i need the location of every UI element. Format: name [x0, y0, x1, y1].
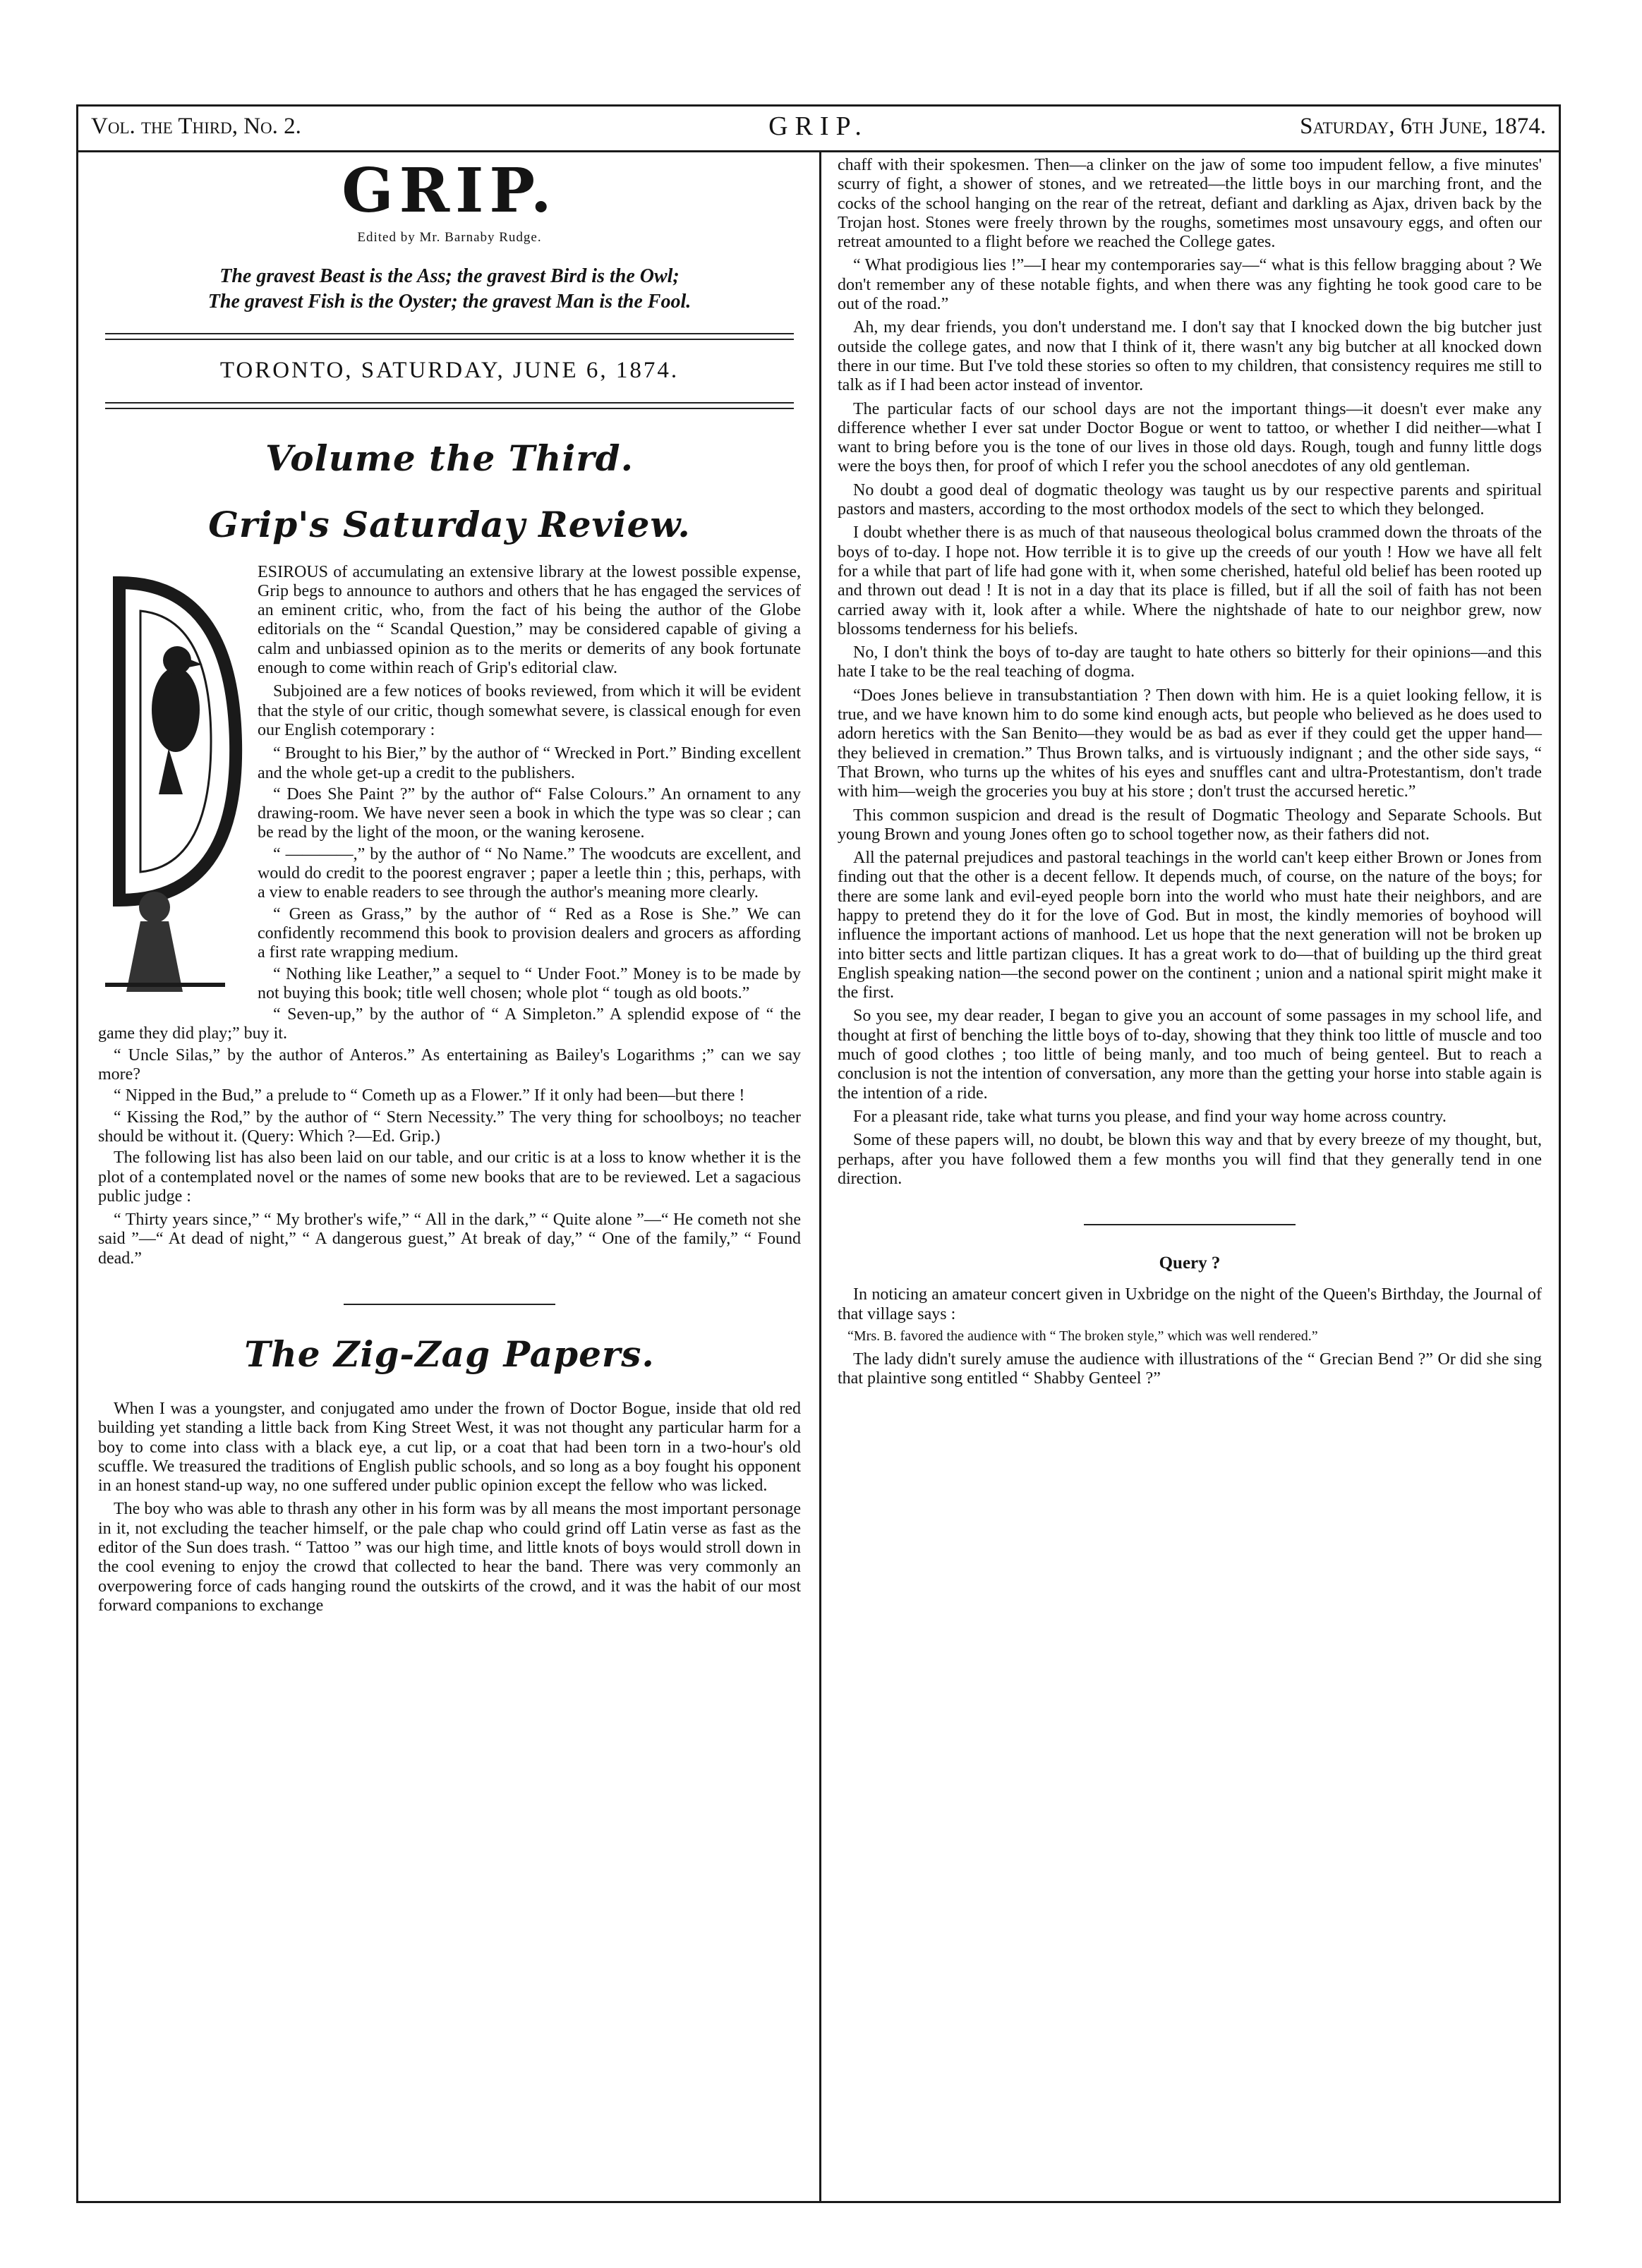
- notice-item: “ ————,” by the author of “ No Name.” The woodcuts are excellent, and would do credit to the poorest engraver ; paper a leetle thin ; this, perhaps, with a view to enable readers to see through the author's meaning more clearly.: [258, 844, 801, 902]
- section-rule: [1084, 1224, 1296, 1225]
- zigzag-heading: The Zig-Zag Papers.: [244, 1333, 655, 1375]
- column-divider: [819, 150, 821, 2201]
- masthead-motto: [98, 264, 801, 315]
- volume-number: Vol. the Third, No. 2.: [91, 114, 301, 139]
- header-title: GRIP.: [768, 111, 869, 141]
- zigzag-paragraph: Some of these papers will, no doubt, be blown this way and that by every breeze of my thought, but, perhaps, after you have followed them a few months you will find that they generally tend in one direction.: [838, 1131, 1542, 1188]
- query-quote: “Mrs. B. favored the audience with “ The broken style,” which was well rendered.”: [847, 1328, 1318, 1345]
- double-rule: [105, 333, 794, 340]
- drop-cap-illustration: [98, 569, 246, 1006]
- zigzag-paragraph: The boy who was able to thrash any other in his form was by all means the most important personage in it, not excluding the teacher himself, or the pale chap who could grind off Latin verse as fast as the editor of the Sun does trash. “ Tattoo ” was our high time, and little knots of boys would stroll down in the cool evening to enjoy the crowd that collected to hear the band. There was very commonly an overpowering force of cads hanging round the outskirts of the crowd, and it was the habit of our most forward companions to exchange: [98, 1500, 801, 1615]
- zigzag-paragraph: chaff with their spokesmen. Then—a clinker on the jaw of some too impudent fellow, a five minutes' scurry of fight, a shower of stones, and we retreated—the little boys in our marching front, and the cocks of the school hanging on the rear of the retreat, defiant and darkling as Ajax, driven back by the Trojan host. Stones were freely thrown by the roughs, sometimes most unsavoury eggs, and often our retreat amounted to a flight before we reached the College gates.: [838, 156, 1542, 252]
- notice-item: “ Kissing the Rod,” by the author of “ Stern Necessity.” The very thing for schoolboys; no teacher should be without it. (Query: Which ?—Ed. Grip.): [98, 1108, 801, 1146]
- dateline: TORONTO, SATURDAY, JUNE 6, 1874.: [219, 358, 680, 384]
- masthead-title: GRIP.: [342, 155, 557, 226]
- zigzag-paragraph: “ What prodigious lies !”—I hear my contemporaries say—“ what is this fellow bragging about ? We don't remember any of these notable fights, and when there was any fighting he took good care to be out of the road.”: [838, 256, 1542, 314]
- page-header: [78, 107, 1559, 152]
- double-rule: [105, 402, 794, 409]
- notice-item: “ Brought to his Bier,” by the author of “ Wrecked in Port.” Binding excellent and the whole get-up a credit to the publishers.: [258, 744, 801, 782]
- query-closing: The lady didn't surely amuse the audience with illustrations of the “ Grecian Bend ?” Or did she sing that plaintive song entitled “ Shabby Genteel ?”: [838, 1350, 1542, 1388]
- left-column: [84, 150, 811, 1620]
- review-subjoined: Subjoined are a few notices of books reviewed, from which it will be evident that the style of our critic, though somewhat severe, is classical enough for even our English cotemporary :: [258, 682, 801, 739]
- issue-date: Saturday, 6th June, 1874.: [1300, 114, 1546, 139]
- right-column: [828, 150, 1555, 1393]
- zigzag-paragraph: “Does Jones believe in transubstantiation ? Then down with him. He is a quiet looking fellow, it is true, and we have known him to do some kind enough acts, but people who believed as he does used to adorn heretics with the San Benito—they would be as bad as ever if they could get the upper hand—they believed in cremation.” Thus Brown talks, and is virtuously indignant ; and the other side says, “ That Brown, who turns up the whites of his eyes and snuffles cant and ultra-Protestantism, don't trade with him—weigh the groceries you buy at his store ; don't trust the accursed heretic.”: [838, 686, 1542, 801]
- zigzag-paragraph: I doubt whether there is as much of that nauseous theological bolus crammed down the throats of the boys of to-day. I hope not. How terrible it is to give up the creeds of our youth ! How we have all felt for a while that part of life had gone with it, when some cherished, hateful old belief has been rooted up and thrown out dead ! It is not in a day that its place is filled, but if all the soil of faith has not been carried away with it, look after a while. Where the nightshade of hate to our neighbor grew, now blossoms tenderness for his beliefs.: [838, 523, 1542, 638]
- notice-item: “ Nothing like Leather,” a sequel to “ Under Foot.” Money is to be made by not buying this book; title well chosen; whole plot “ tough as old boots.”: [258, 964, 801, 1002]
- zigzag-paragraph: When I was a youngster, and conjugated amo under the frown of Doctor Bogue, inside that old red building yet standing a little back from King Street West, it was not thought any particular harm for a boy to come into class with a black eye, a cut lip, or a coat that had been torn in a two-hour's old scuffle. We treasured the traditions of English public schools, and so long as a boy fought his opponent in an honest stand-up way, no one suffered under public opinion except the fellow who was licked.: [98, 1399, 801, 1496]
- masthead-editor: Edited by Mr. Barnaby Rudge.: [357, 230, 542, 245]
- zigzag-paragraph: No, I don't think the boys of to-day are taught to hate others so bitterly for their opinions—and this hate I take to be the real teaching of dogma.: [838, 643, 1542, 681]
- newspaper-page: [76, 104, 1561, 2203]
- section-rule: [344, 1304, 555, 1305]
- query-intro: In noticing an amateur concert given in Uxbridge on the night of the Queen's Birthday, the Journal of that village says :: [838, 1285, 1542, 1323]
- query-heading: Query ?: [1159, 1254, 1221, 1273]
- notice-item: “ Uncle Silas,” by the author of Anteros.” As entertaining as Bailey's Logarithms ;” can we say more?: [98, 1045, 801, 1084]
- review-intro: ESIROUS of accumulating an extensive library at the lowest possible expense, Grip begs to announce to authors and others that he has engaged the services of an eminent critic, who, from the fact of his being the author of the Globe editorials on the “ Scandal Question,” may be considered capable of giving a calm and unbiassed opinion as to the merits or demerits of any book fortunate enough to come within reach of Grip's editorial claw.: [258, 562, 801, 678]
- zigzag-paragraph: No doubt a good deal of dogmatic theology was taught us by our respective parents and spiritual pastors and masters, according to the most orthodox models of the sect to which they belonged.: [838, 480, 1542, 519]
- zigzag-paragraph: For a pleasant ride, take what turns you please, and find your way home across country.: [853, 1107, 1447, 1126]
- volume-heading: Volume the Third.: [265, 437, 634, 479]
- zigzag-paragraph: All the paternal prejudices and pastoral teachings in the world can't keep either Brown or Jones from finding out that the other is a decent fellow. It depends much, of course, on the nature of the boys; for there are some lank and evil-eyed people born into the world who must hate their neighbors, and are happy to pretend they do it for the love of God. But in most, the kindly memories of boyhood will influence the important actions of manhood. Let us hope that the next generation will not be broken up into bitter sects and little partizan cliques. It has a great work to do—that of building up the third great English speaking nation—the second power on the continent ; union and a national spirit might make it the first.: [838, 849, 1542, 1002]
- zigzag-paragraph: The particular facts of our school days are not the important things—it doesn't ever make any difference whether I ever sat under Doctor Bogue or went to tattoo, or whether I did neither—what I want to bring before you is the tone of our lives in those old days. Rough, tough and funny little dogs were the boys then, for proof of which I refer you the school anecdotes of any old gentleman.: [838, 399, 1542, 476]
- motto-line-2: The gravest Fish is the Oyster; the gravest Man is the Fool.: [207, 291, 692, 313]
- notice-item: “ Green as Grass,” by the author of “ Red as a Rose is She.” We can confidently recommend this book to provision dealers and grocers as affording a first rate wrapping medium.: [258, 904, 801, 962]
- motto-line-1: The gravest Beast is the Ass; the gravest Bird is the Owl;: [219, 265, 680, 288]
- zigzag-paragraph: This common suspicion and dread is the result of Dogmatic Theology and Separate Schools. But young Brown and young Jones often go to school together now, as their fathers did not.: [838, 806, 1542, 844]
- notice-item: “ Seven-up,” by the author of “ A Simpleton.” A splendid expose of “ the game they did play;” buy it.: [98, 1005, 801, 1043]
- notice-item: “ Nipped in the Bud,” a prelude to “ Cometh up as a Flower.” If it only had been—but there !: [114, 1086, 745, 1105]
- review-following: The following list has also been laid on our table, and our critic is at a loss to know whether it is the plot of a contemplated novel or the names of some new books that are to be reviewed. Let a sagacious public judge :: [98, 1148, 801, 1206]
- review-titles: “ Thirty years since,” “ My brother's wife,” “ All in the dark,” “ Quite alone ”—“ He cometh not she said ”—“ At dead of night,” “ A dangerous guest,” At break of day,” “ One of the family,” “ Found dead.”: [98, 1211, 801, 1268]
- zigzag-paragraph: Ah, my dear friends, you don't understand me. I don't say that I knocked down the big butcher just outside the college gates, and now that I think of it, there wasn't any big butcher at all knocked down there in our time. But I've told these stories so often to my children, that consistency requires me still to talk as if I had been actor instead of inventor.: [838, 318, 1542, 395]
- zigzag-paragraph: So you see, my dear reader, I began to give you an account of some passages in my school life, and thought at first of benching the little boys of to-day, showing that they think too little of muscle and too much of good clothes ; too little of being manly, and too much of being genteel. But to reach a conclusion is not the intention of conversation, any more than the getting your horse into stable again is the intention of a ride.: [838, 1007, 1542, 1103]
- notice-item: “ Does She Paint ?” by the author of“ False Colours.” An ornament to any drawing-room. We have never seen a book in which the type was so clear ; can be read by the light of the moon, or the waning kerosene.: [258, 784, 801, 842]
- review-heading: Grip's Saturday Review.: [208, 503, 691, 545]
